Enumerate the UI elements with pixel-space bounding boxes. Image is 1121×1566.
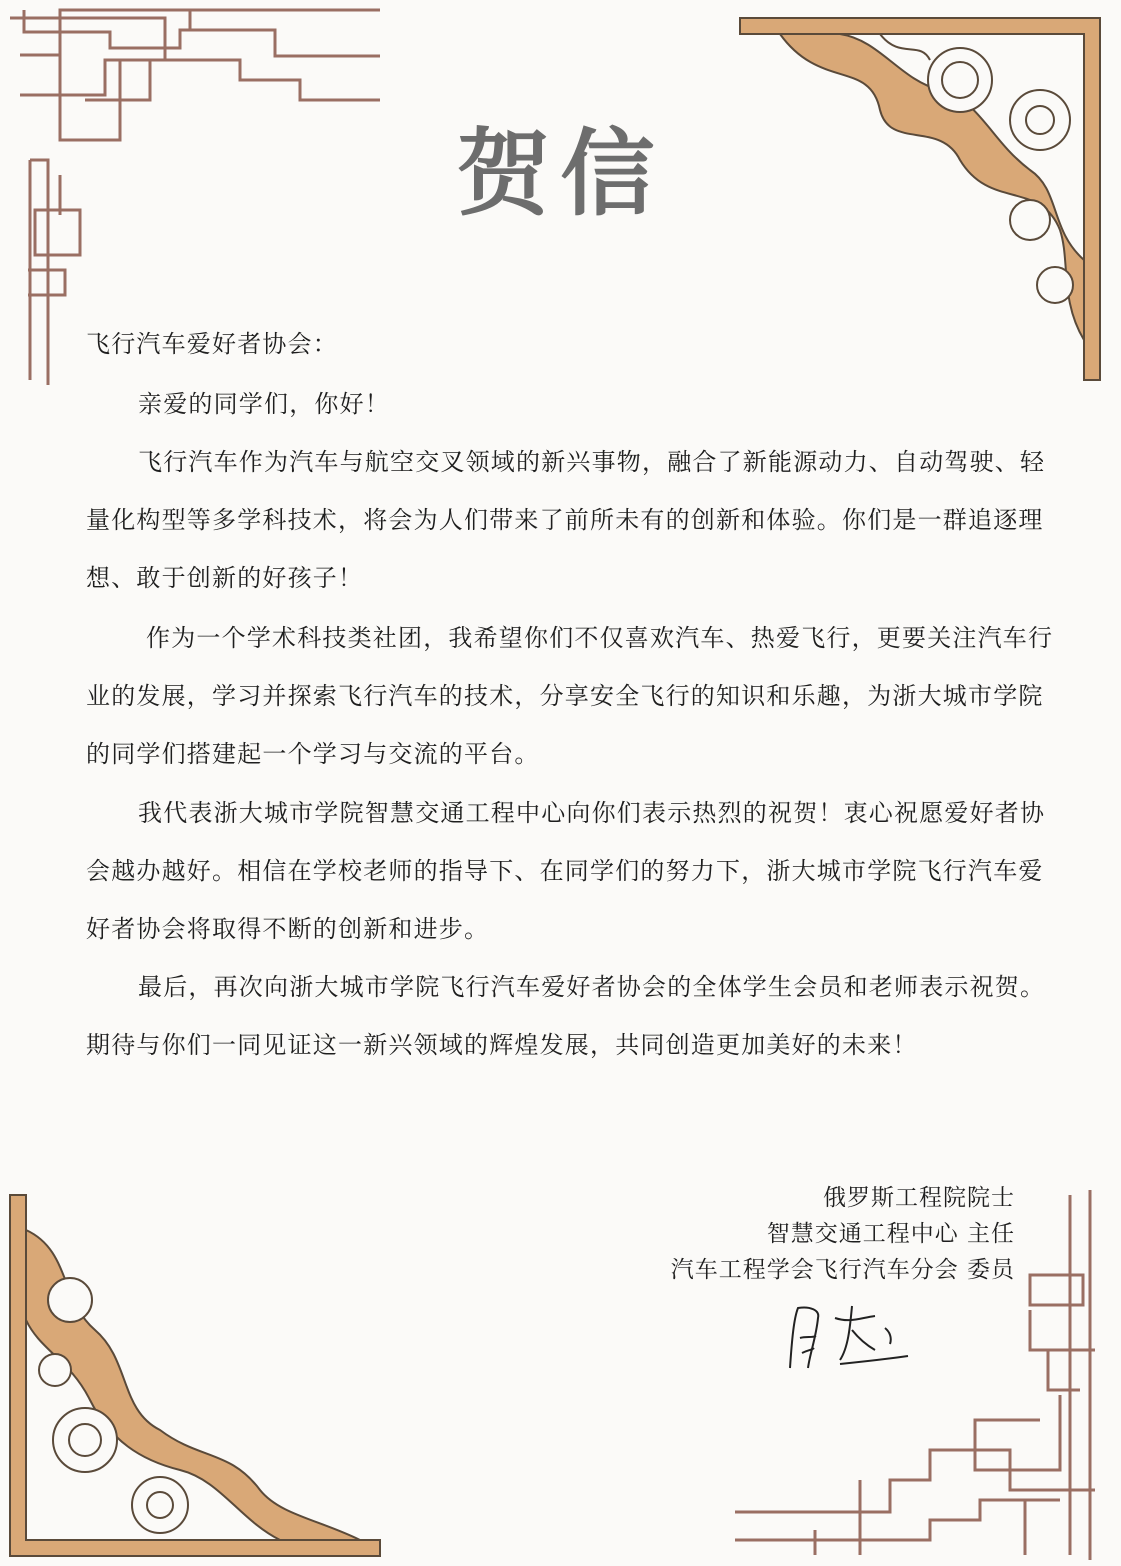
signer-title-2: 智慧交通工程中心 主任: [766, 1221, 1015, 1247]
letter-title: 贺信: [456, 120, 665, 229]
signature-block: [671, 1180, 1015, 1288]
salutation: 飞行汽车爱好者协会：: [86, 330, 338, 358]
body-paragraph-2: 作为一个学术科技类社团，我希望你们不仅喜欢汽车、热爱飞行，更要关注汽车行业的发展，学习并探索飞行汽车的技术，分享安全飞行的知识和乐趣，为浙大城市学院的同学们搭建起一个学习与交流的平台。: [86, 624, 1054, 768]
handwritten-signature: [780, 1298, 920, 1378]
signer-title-1: 俄罗斯工程院院士: [823, 1185, 1015, 1211]
signer-title-3: 汽车工程学会飞行汽车分会 委员: [670, 1257, 1015, 1283]
body-paragraph-4: 最后，再次向浙大城市学院飞行汽车爱好者协会的全体学生会员和老师表示祝贺。期待与你们一同见证这一新兴领域的辉煌发展，共同创造更加美好的未来！: [86, 973, 1046, 1059]
greeting: 亲爱的同学们，你好！: [138, 390, 390, 418]
body-paragraph-1: 飞行汽车作为汽车与航空交叉领域的新兴事物，融合了新能源动力、自动驾驶、轻量化构型等多学科技术，将会为人们带来了前所未有的创新和体验。你们是一群追逐理想、敢于创新的好孩子！: [86, 448, 1046, 592]
scroll-ornament-bottom-left: [10, 1195, 380, 1556]
body-paragraph-3: 我代表浙大城市学院智慧交通工程中心向你们表示热烈的祝贺！衷心祝愿爱好者协会越办越好。相信在学校老师的指导下、在同学们的努力下，浙大城市学院飞行汽车爱好者协会将取得不断的创新和进步。: [86, 799, 1046, 943]
